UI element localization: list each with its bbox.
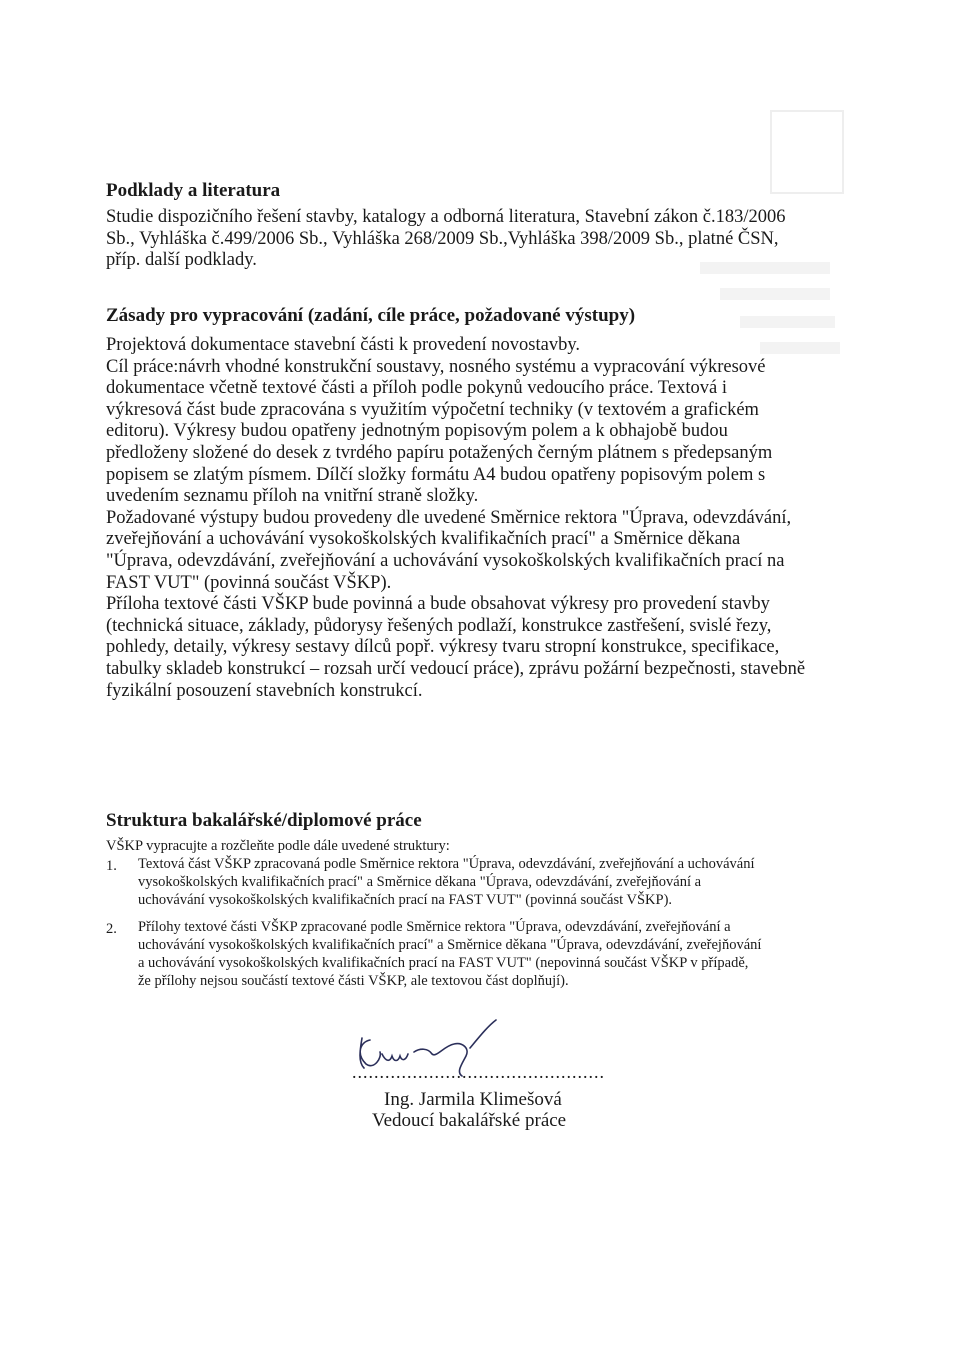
text-line: editoru). Výkresy budou opatřeny jednotným popisovým polem a k obhajobě budou (106, 421, 728, 442)
text-line: popisem se zlatým písmem. Dílčí složky formátu A4 budou opatřeny popisovým polem s (106, 464, 766, 485)
text-line: Projektová dokumentace stavební části k provedení novostavby. (106, 335, 581, 355)
section-heading-sources: Podklady a literatura (106, 180, 281, 201)
list-item-line: vysokoškolských kvalifikačních prací" a Směrnice děkana "Úprava, odevzdávání, zveřejňování a (138, 874, 702, 890)
text-line: Požadované výstupy budou provedeny dle uvedené Směrnice rektora "Úprava, odevzdávání, (106, 507, 792, 528)
supervisor-name: Ing. Jarmila Klimešová (384, 1089, 562, 1110)
section-heading-guidelines: Zásady pro vypracování (zadání, cíle práce, požadované výstupy) (106, 305, 636, 326)
text-line: Příloha textové části VŠKP bude povinná a bude obsahovat výkresy pro provedení stavby (106, 594, 770, 615)
text-line: Cíl práce:návrh vhodné konstrukční soustavy, nosného systému a vypracování výkresové (106, 356, 766, 377)
showthrough-line (740, 316, 835, 328)
text-line: fyzikální posouzení stavebních konstrukcí. (106, 680, 423, 701)
list-item (138, 918, 761, 990)
list-item-line: Textová část VŠKP zpracovaná podle Směrnice rektora "Úprava, odevzdávání, zveřejňování a uchovávání (138, 856, 755, 872)
text-line: (technická situace, základy, půdorysy řešených podlaží, konstrukce zastřešení, svislé řezy, (106, 615, 772, 636)
list-item (138, 855, 754, 909)
supervisor-role: Vedoucí bakalářské práce (372, 1110, 567, 1131)
text-line: předloženy složené do desek z tvrdého papíru potažených černým plátnem s předepsaným (106, 442, 773, 463)
text-line: "Úprava, odevzdávání, zveřejňování a uchovávání vysokoškolských kvalifikačních prací na (106, 550, 785, 571)
list-item-line: že přílohy nejsou součástí textové části VŠKP, ale textovou část doplňují). (138, 973, 569, 989)
list-item-line: uchovávání vysokoškolských kvalifikačních prací na FAST VUT" (povinná součást VŠKP). (138, 892, 673, 908)
structure-intro: VŠKP vypracujte a rozčleňte podle dále uvedené struktury: (106, 838, 450, 854)
text-line: uvedením seznamu příloh na vnitřní straně složky. (106, 486, 479, 507)
text-line: dokumentace včetně textové části a příloh podle pokynů vedoucího práce. Textová i (106, 378, 727, 399)
list-item-line: a uchovávání vysokoškolských kvalifikačních prací na FAST VUT" (nepovinná součást VŠKP v případě, (138, 955, 749, 971)
faculty-logo-showthrough (770, 110, 844, 194)
text-line: zveřejňování a uchovávání vysokoškolských kvalifikačních prací" a Směrnice děkana (106, 529, 741, 550)
list-item-number: 2. (106, 921, 117, 937)
section-heading-structure: Struktura bakalářské/diplomové práce (106, 810, 422, 831)
text-line: výkresová část bude zpracována s využitím výpočetní techniky (v textovém a grafickém (106, 399, 759, 420)
list-item-number: 1. (106, 858, 117, 874)
list-item-line: uchovávání vysokoškolských kvalifikačních prací" a Směrnice děkana "Úprava, odevzdávání, zveřejňování (138, 937, 762, 953)
signature-line: .............................................. (352, 1062, 605, 1082)
text-line: příp. další podklady. (106, 250, 257, 271)
text-line: pohledy, detaily, výkresy sestavy dílců popř. výkresy tvaru stropní konstrukce, specifikace, (106, 637, 780, 658)
text-line: tabulky skladeb konstrukcí – rozsah určí vedoucí práce), zprávu požární bezpečnosti, stavebně (106, 658, 806, 679)
text-line: FAST VUT" (povinná součást VŠKP). (106, 572, 392, 593)
text-line: Sb., Vyhláška č.499/2006 Sb., Vyhláška 268/2009 Sb.,Vyhláška 398/2009 Sb., platné ČSN, (106, 228, 779, 249)
list-item-line: Přílohy textové části VŠKP zpracované podle Směrnice rektora "Úprava, odevzdávání, zveřejňování a (138, 919, 731, 935)
sources-paragraph (106, 207, 846, 272)
guidelines-paragraph (106, 335, 846, 702)
text-line: Studie dispozičního řešení stavby, katalogy a odborná literatura, Stavební zákon č.183/2006 (106, 207, 786, 227)
showthrough-line (720, 288, 830, 300)
